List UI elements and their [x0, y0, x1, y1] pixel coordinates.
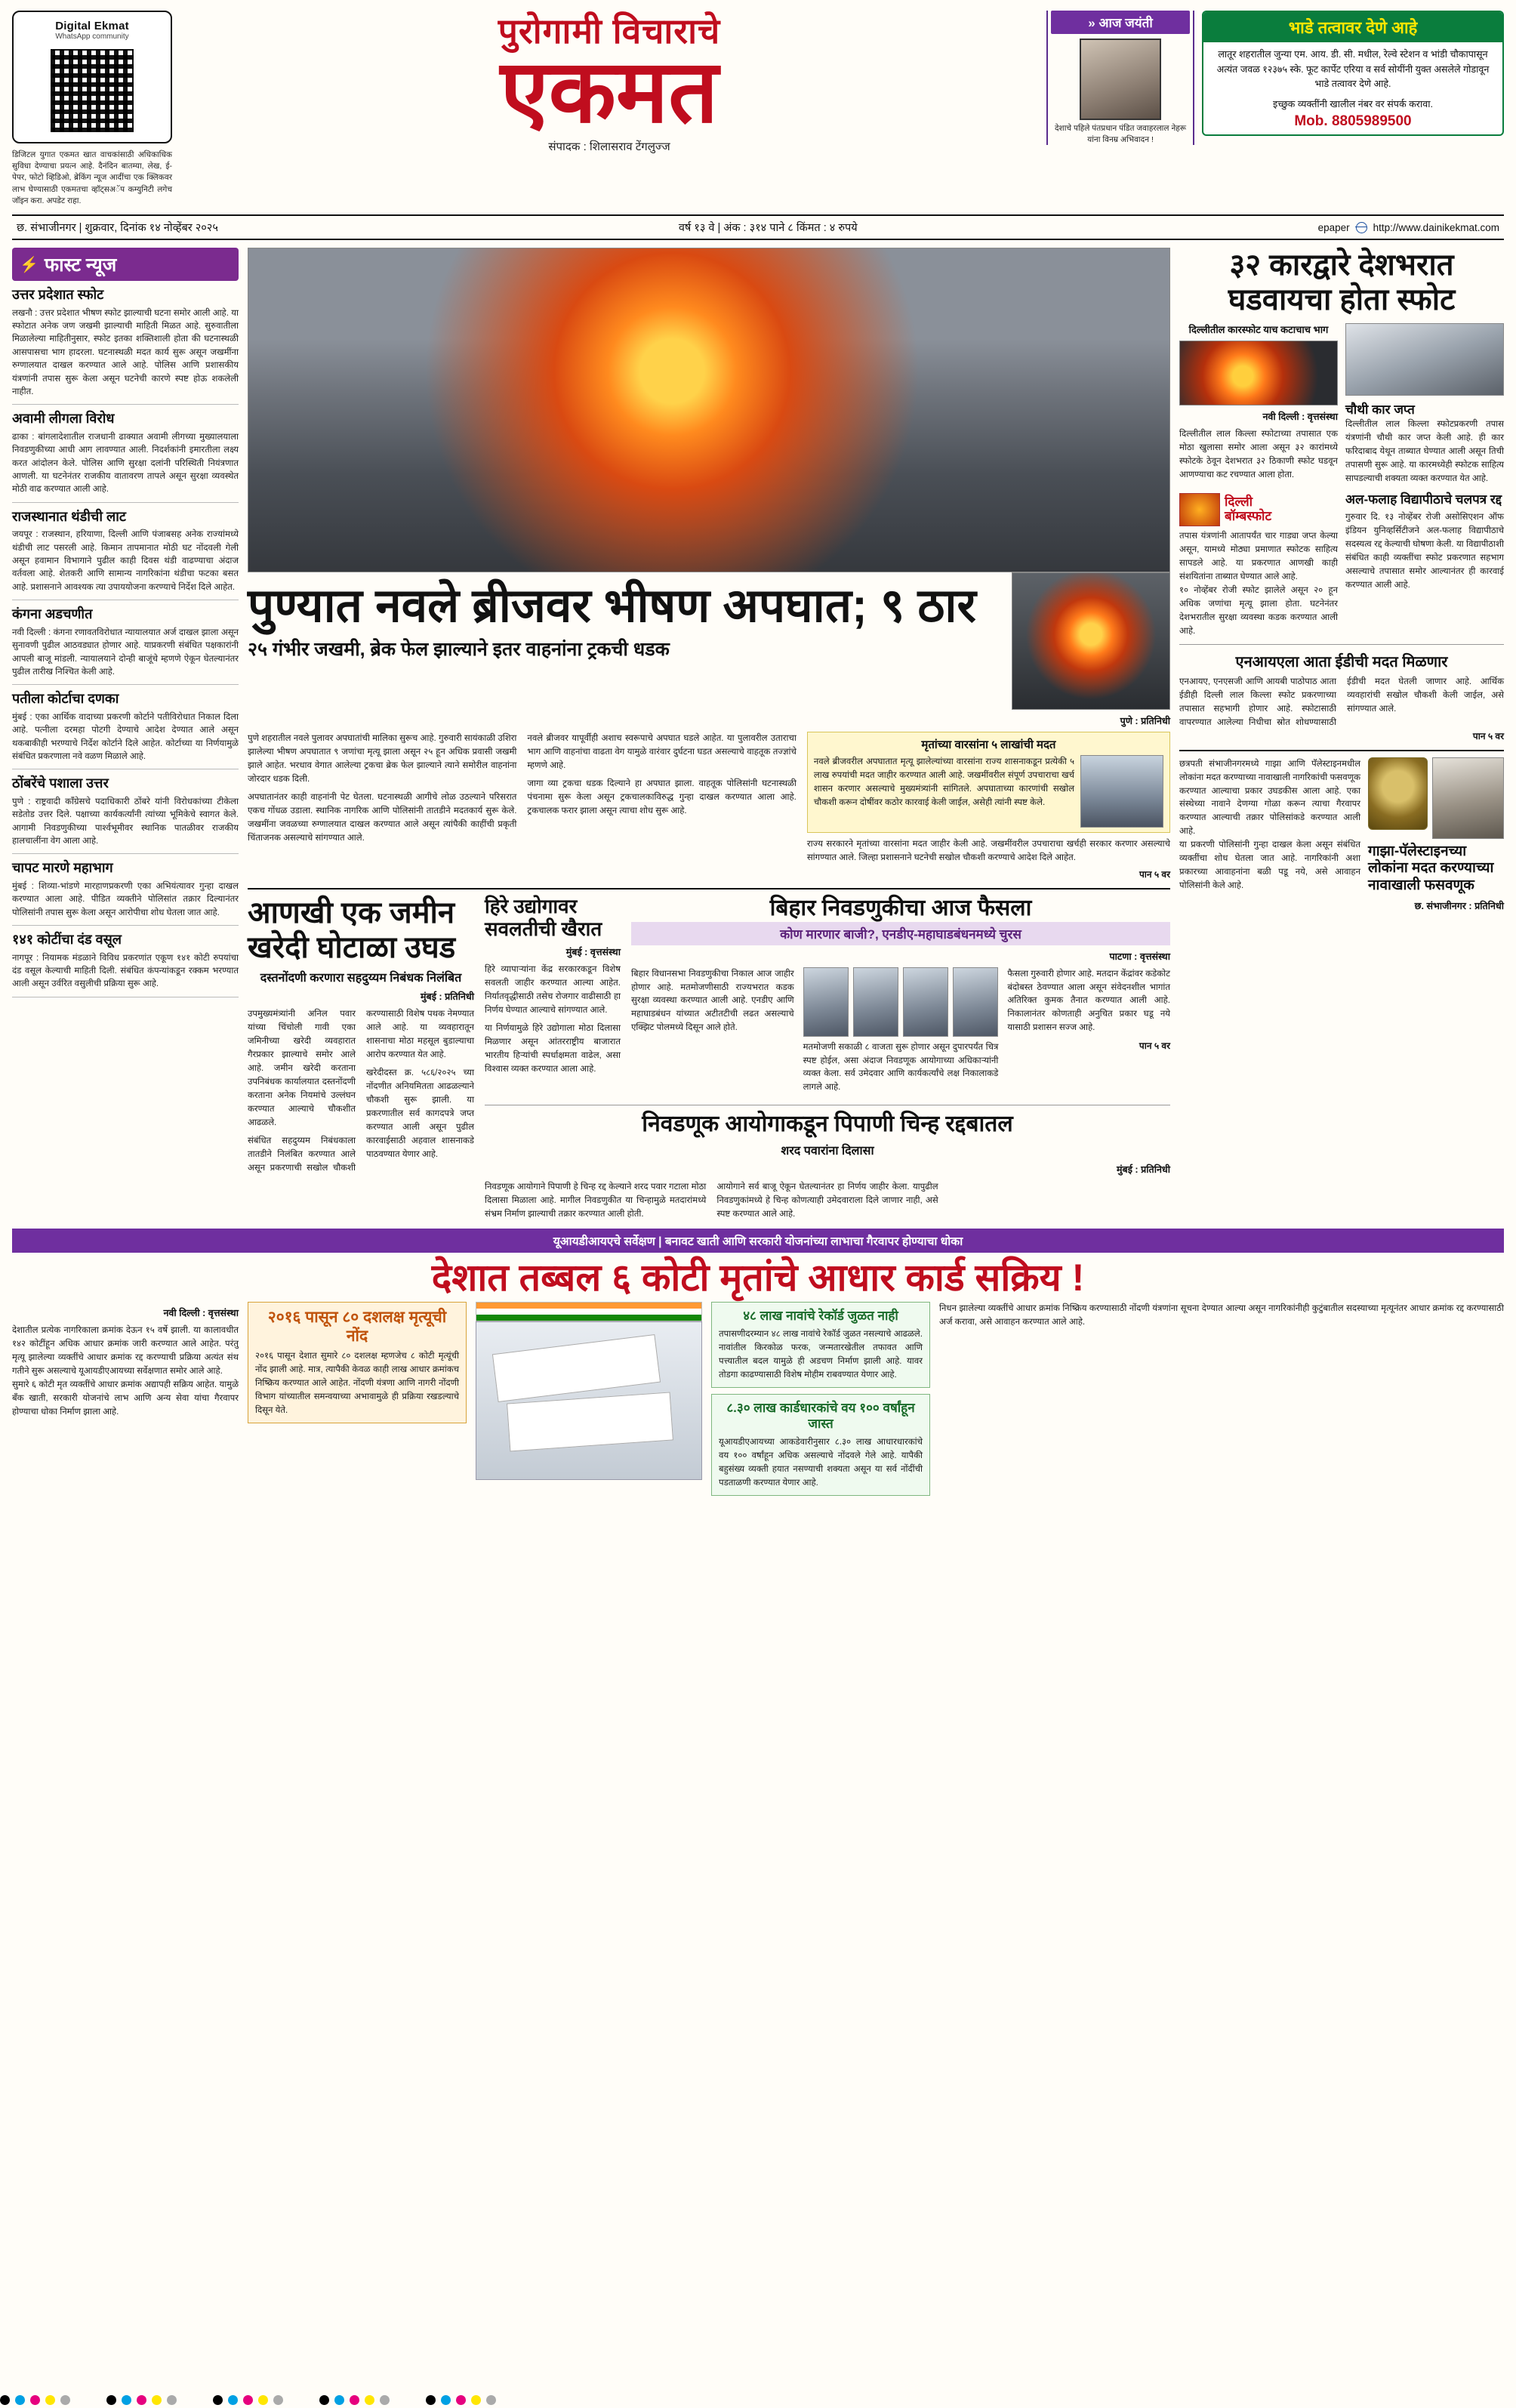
registration-dot — [15, 2395, 25, 2405]
registration-dot — [365, 2395, 374, 2405]
story-diamond-head: हिरे उद्योगावर सवलतीची खैरात — [485, 895, 602, 940]
fast-news-body-0: लखनौ : उत्तर प्रदेशात भीषण स्फोट झाल्याची घटना समोर आली आहे. या स्फोटात अनेक जण जखमी झाल्याची माहिती मिळत आहे. सुरुवातीला मिळालेल्या माहितीनुसार, स्फोट इतका शक्तिशाली होता की घटनास्थळी आसपासचा भाग हादरला. घटनास्थळी मदत कार्य सुरू असून जखमींना रुग्णालयात दाखल करण्यात आले आहे. पोलिस आणि प्रशासकीय यंत्रणांनी तपास सुरू केला असून घटनेची कारणे स्पष्ट होऊ शकलेली नाहीत. — [12, 307, 239, 396]
aadhaar-box-2-head: ४८ लाख नावांचे रेकॉर्ड जुळत नाही — [743, 1308, 898, 1323]
story-bihar-byline: पाटणा : वृत्तसंस्था — [1109, 951, 1170, 962]
para: या निर्णयामुळे हिरे उद्योगाला मोठा दिलासा मिळणार असून आंतरराष्ट्रीय बाजारात भारतीय हिऱ्यांची स्पर्धाक्षमता वाढेल, असा विश्वास व्यक्त करण्यात आला आहे. — [485, 1022, 621, 1074]
qr-title: Digital Ekmat — [55, 20, 129, 32]
list-item[interactable] — [12, 503, 239, 600]
story-bihar-body1 — [631, 967, 794, 1099]
para: निवडणूक आयोगाने पिपाणी हे चिन्ह रद्द केल्याने शरद पवार गटाला मोठा दिलासा मिळाला आहे. मागील निवडणुकीत या चिन्हामुळे मतदारांमध्ये संभ्रम निर्माण झाल्याची तक्रार करण्यात आली होती. — [485, 1181, 707, 1219]
lead-body-col1 — [248, 732, 516, 880]
main-column — [248, 248, 1170, 1221]
registration-dot — [441, 2395, 451, 2405]
ad-headline: भाडे तत्वावर देणे आहे — [1203, 12, 1502, 42]
leader-portrait-2 — [853, 967, 898, 1037]
epaper-label[interactable]: epaper — [1317, 221, 1350, 233]
story-land-scam — [248, 896, 474, 1221]
alfalah-body: गुरुवार दि. १३ नोव्हेंबर रोजी असोसिएशन ऑफ इंडियन युनिव्हर्सिटीजने अल-फलाह विद्यापीठाचे सदस्यत्व रद्द केल्याची घोषणा केली. या विद्यापीठाशी संबंधित काही व्यक्तींचा स्फोट प्रकरणात सहभाग असल्याचे तपासात समोर आल्यानंतर ही कारवाई करण्यात आली आहे. — [1345, 511, 1504, 590]
fast-news-title-7: १४१ कोटींचा दंड वसूल — [12, 932, 122, 948]
fast-news-title-4: पतीला कोर्टाचा दणका — [12, 691, 119, 707]
gaza-body-1: या प्रकरणी पोलिसांनी गुन्हा दाखल केला असून संबंधित व्यक्तींचा शोध घेतला जात आहे. नागरिकांनी अशा प्रकारच्या आवाहनांना बळी पडू नये, असे आवाहन पोलिसांनी केले आहे. — [1179, 840, 1360, 891]
ad-mobile: Mob. 8805989500 — [1294, 113, 1412, 129]
registration-dot — [456, 2395, 466, 2405]
story-bihar-jump[interactable]: पान ५ वर — [1139, 1041, 1170, 1052]
story-bihar-head: बिहार निवडणुकीचा आज फैसला — [769, 896, 1032, 921]
fast-news-body-1: ढाका : बांगलादेशातील राजधानी ढाक्यात अवामी लीगच्या मुख्यालयाला निवडणुकीच्या आधी आग लावण्यात आली. निदर्शकांनी इमारतीला लक्ष्य करत आंदोलन केले. पोलिस आणि सुरक्षा दलांनी परिस्थिती नियंत्रणात आणली. या घटनेनंतर राजकीय वातावरण तापले असून सुरक्षा व्यवस्थेत मोठी वाढ करण्यात आली आहे. — [12, 431, 239, 495]
qr-block — [12, 11, 172, 207]
edition-date: छ. संभाजीनगर | शुक्रवार, दिनांक १४ नोव्हेंबर २०२५ — [17, 222, 218, 235]
registration-dot — [471, 2395, 481, 2405]
fast-news-title-0: उत्तर प्रदेशात स्फोट — [12, 287, 104, 303]
story-bihar-band: कोण मारणार बाजी?, एनडीए-महाघाडबंधनमध्ये चुरस — [631, 922, 1170, 945]
qr-card[interactable] — [12, 11, 172, 143]
aadhaar-col-1 — [12, 1302, 239, 1497]
delhi-blast-icon — [1179, 493, 1220, 526]
nehru-portrait — [1080, 39, 1161, 120]
list-item[interactable] — [12, 854, 239, 926]
para: हिरे व्यापाऱ्यांना केंद्र सरकारकडून विशेष सवलती जाहीर करण्यात आल्या आहेत. निर्यातवृद्धीसाठी तसेच रोजगार वाढीसाठी हा निर्णय घेण्यात आल्याचे सांगण्यात आले. — [485, 964, 621, 1015]
color-registration-bar — [0, 2391, 1516, 2408]
story-bihar-body2 — [803, 1041, 999, 1095]
story-pipani-body — [485, 1180, 1170, 1221]
title-block — [180, 11, 1039, 154]
diamond-bihar-row — [485, 896, 1170, 1099]
nia-jump[interactable]: पान ५ वर — [1472, 730, 1504, 742]
dot-group — [426, 2395, 496, 2405]
dot-group — [213, 2395, 283, 2405]
story-diamond-body — [485, 963, 621, 1076]
aadhaar-headline: देशात तब्बल ६ कोटी मृतांचे आधार कार्ड सक्रिय ! — [431, 1256, 1085, 1299]
fast-news-title-3: कंगना अडचणीत — [12, 606, 93, 622]
anniversary-badge: » आज जयंती — [1051, 11, 1190, 34]
registration-dot — [426, 2395, 436, 2405]
aadhaar-body-2: निधन झालेल्या व्यक्तींचे आधार क्रमांक निष्क्रिय करण्यासाठी नोंदणी यंत्रणांना सूचना देण्यात आल्या असून नागरिकांनीही कुटुंबातील सदस्याच्या मृत्यूनंतर आधार क्रमांक रद्द करण्यासाठी अर्ज करावा, असे आवाहन करण्यात आले आहे. — [939, 1303, 1504, 1327]
registration-dot — [228, 2395, 238, 2405]
para: खरेदीदस्त क्र. ५८६/२०२५ च्या नोंदणीत अनियमितता आढळल्याने चौकशी सुरू झाली. या प्रकरणातील सर्व कागदपत्रे जप्त करण्यात आली असून पुढील कारवाईसाठी अहवाल शासनाकडे पाठवण्यात येणार आहे. — [366, 1067, 474, 1159]
story-diamond-byline: मुंबई : वृत्तसंस्था — [565, 946, 621, 957]
help-box-body: नवले ब्रीजवरील अपघातात मृत्यू झालेल्यांच्या वारसांना राज्य शासनाकडून प्रत्येकी ५ लाख रुपयांची मदत जाहीर करण्यात आली आहे. जखमींवरील संपूर्ण उपचाराचा खर्च शासन करणार असल्याचे मुख्यमंत्र्यांनी सांगितले. अपघाताच्या कारणांची सखोल चौकशी करून दोषींवर कठोर कारवाई केली जाईल, असेही त्यांनी स्पष्ट केले. — [813, 757, 1075, 807]
blast-byline: नवी दिल्ली : वृत्तसंस्था — [1262, 411, 1338, 422]
divider — [1179, 750, 1504, 751]
registration-dot — [258, 2395, 268, 2405]
para: बिहार विधानसभा निवडणुकीचा निकाल आज जाहीर होणार आहे. मतमोजणीसाठी राज्यभरात कडक सुरक्षा व्यवस्था करण्यात आली आहे. एनडीए आणि महाघाडबंधन यांच्यात अटीतटीची लढत असल्याचे एक्झिट पोलमध्ये दिसून आले होते. — [631, 968, 794, 1033]
nia-body: एनआयए, एनएसजी आणि आयबी पाठोपाठ आता ईडीही दिल्ली लाल किल्ला स्फोट प्रकरणाच्या तपासात सहभागी होणार आहे. स्फोटासाठी वापरण्यात आलेल्या निधीचा स्रोत शोधण्यासाठी ईडीची मदत घेतली जाणार आहे. आर्थिक व्यवहारांची सखोल चौकशी केली जाईल, असे सांगण्यात आले. — [1179, 676, 1504, 727]
aadhaar-photo-col — [476, 1302, 702, 1497]
masthead-title: एकमत — [500, 42, 719, 140]
aadhaar-box-1 — [248, 1302, 467, 1423]
aadhaar-byline: नवी दिल्ली : वृत्तसंस्था — [163, 1307, 239, 1318]
divider — [248, 888, 1170, 890]
aadhaar-box1-col — [248, 1302, 467, 1497]
gaza-story — [1179, 757, 1504, 917]
right-column — [1179, 248, 1504, 1221]
registration-dot — [137, 2395, 146, 2405]
lead-jump[interactable]: पान ५ वर — [1139, 869, 1171, 880]
info-bar — [12, 214, 1504, 240]
registration-dot — [486, 2395, 496, 2405]
gaza-head: गाझा-पॅलेस्टाइनच्या लोकांना मदत करण्याच्या नावाखाली फसवणूक — [1368, 843, 1494, 894]
story-bihar-photos — [803, 967, 999, 1099]
bolt-icon: ⚡ — [20, 256, 39, 273]
registration-dot — [122, 2395, 131, 2405]
lead-secondary-photo — [1012, 572, 1170, 710]
cm-portrait — [1080, 755, 1163, 828]
blast-scene-photo — [1179, 341, 1338, 405]
fast-news-title-2: राजस्थानात थंडीची लाट — [12, 508, 126, 524]
lead-para-0: पुणे शहरातील नवले पुलावर अपघातांची मालिका सुरूच आहे. गुरुवारी सायंकाळी उशिरा झालेल्या भीषण अपघातात ९ जणांचा मृत्यू झाला असून २५ हून अधिक प्रवासी जखमी झाले आहेत. भरधाव वेगात आलेल्या ट्रकचा ब्रेक फेल झाल्याने त्याने समोरील वाहनांना जोरदार धडक दिली. — [248, 733, 517, 784]
list-item[interactable] — [12, 600, 239, 685]
nia-head: एनआयएला आता ईडीची मदत मिळणार — [1235, 653, 1448, 671]
qr-code-icon[interactable] — [47, 45, 137, 136]
fast-news-body-4: मुंबई : एका आर्थिक वादाच्या प्रकरणी कोर्टाने पतीविरोधात निकाल दिला आहे. पत्नीला दरमहा पोटगी देण्याचे आदेश देण्यात आले असून थकबाकीही भरण्याचे निर्देश कोर्टाने दिले आहेत. कोर्टाच्या या निर्णयामुळे संबंधित प्रकरणाला नवे वळण मिळाले आहे. — [12, 711, 239, 761]
aadhaar-box-1-head: २०१६ पासून ८० दशलक्ष मृत्यूची नोंद — [267, 1308, 447, 1345]
mid-stories-row — [248, 896, 1170, 1221]
aadhaar-box-1-body: २०१६ पासून देशात सुमारे ८० दशलक्ष म्हणजेच ८ कोटी मृत्यूंची नोंद झाली आहे. मात्र, त्यापैकी केवळ काही लाख आधार क्रमांकच निष्क्रिय करण्यात आले आहेत. नोंदणी यंत्रणा आणि नागरी नोंदणी विभाग यांच्यातील समन्वयाच्या अभावामुळे ही प्रक्रिया रखडल्याचे दिसून येते. — [255, 1351, 459, 1416]
registration-dot — [319, 2395, 329, 2405]
story-diamond — [485, 896, 621, 1099]
qr-note: डिजिटल युगात एकमत खात वाचकांसाठी अधिकाधिक सुविधा देण्याचा प्रयत्न आहे. दैनंदिन बातम्या, लेख, ई-पेपर, फोटो व्हिडिओ, ब्रेकिंग न्यूज आदींचा एक क्लिकवर लाभ घेण्यासाठी एकमतचा व्हॉट्सअॅप कम्युनिटी लगेच जॉइन करा. अपडेट राहा. — [12, 150, 172, 205]
blast-photo-row — [1179, 323, 1504, 486]
dot-group — [0, 2395, 70, 2405]
alfalah-head: अल-फलाह विद्यापीठाचे चलपत्र रद्द — [1345, 492, 1502, 507]
anniversary-block — [1046, 11, 1194, 145]
fast-news-body-7: नागपूर : नियामक मंडळाने विविध प्रकरणांत एकूण १४१ कोटी रुपयांचा दंड वसूल केल्याची माहिती दिली. संबंधित कंपन्यांकडून रक्कम भरण्यात आली असून उर्वरित वसुलीची प्रक्रिया सुरू आहे. — [12, 952, 239, 989]
gaza-body-0: छत्रपती संभाजीनगरमध्ये गाझा आणि पॅलेस्टाइनमधील लोकांना मदत करण्याच्या नावाखाली नागरिकांची फसवणूक करण्यात आल्याचा प्रकार उघडकीस आला आहे. एका संस्थेच्या नावाने देणग्या गोळा करून त्याचा गैरवापर करण्यात आल्याची तक्रार पोलिसांकडे करण्यात आली आहे. — [1179, 758, 1360, 837]
lead-byline: पुणे : प्रतिनिधी — [1120, 716, 1170, 727]
story-land-scam-sub: दस्तनोंदणी करणारा सहदुय्यम निबंधक निलंबित — [260, 972, 462, 985]
issue-details: वर्ष १३ वे | अंक : ३१४ पाने ८ किंमत : ४ रुपये — [678, 222, 858, 235]
fast-news-header — [12, 248, 239, 281]
ad-body: लातूर शहरातील जुन्या एम. आय. डी. सी. मधील, रेल्वे स्टेशन व भांडी चौकापासून अत्यंत जवळ १२३७५ स्के. फूट कार्पेट एरिया व सर्व सोयींनी युक्त असलेले गोडावून भाडे तत्वावर देणे आहे. — [1216, 49, 1490, 90]
story-pipani-head: निवडणूक आयोगाकडून पिपाणी चिन्ह रद्दबातल — [642, 1112, 1013, 1137]
epaper-links[interactable] — [1318, 222, 1499, 233]
story-pipani-sub: शरद पवारांना दिलासा — [781, 1144, 874, 1158]
divider — [1179, 644, 1504, 645]
masthead-tagline: पुरोगामी विचाराचे — [498, 11, 721, 51]
registration-dot — [152, 2395, 162, 2405]
fast-news-body-3: नवी दिल्ली : कंगना रणावतविरोधात न्यायालयात अर्ज दाखल झाला असून सुनावणी पुढील आठवड्यात होणार आहे. याप्रकरणी संबंधित पक्षकारांनी आपली बाजू मांडली. न्यायालयाने दोन्ही बाजूंचे म्हणणे ऐकून घेतल्यानंतर पुढील तारीख निश्चित केली आहे. — [12, 627, 239, 677]
aadhaar-col-last — [939, 1302, 1504, 1497]
fast-news-body-2: जयपूर : राजस्थान, हरियाणा, दिल्ली आणि पंजाबसह अनेक राज्यांमध्ये थंडीची लाट पसरली आहे. किमान तापमानात मोठी घट नोंदवली गेली असून हवामान विभागाने पुढील काही दिवस थंडी वाढण्याचा अंदाज वर्तवला आहे. शेतकरी आणि सामान्य नागरिकांना थंडीचा फटका बसत आहे. प्रशासनाने आवश्यक त्या उपाययोजना करण्याचे निर्देश दिले आहेत. — [12, 529, 239, 592]
fast-news-body-6: मुंबई : शिव्या-भांडणे मारहाणप्रकरणी एका अभियंत्यावर गुन्हा दाखल करण्यात आला आहे. पीडित व्यक्तीने पोलिसांत तक्रार दिल्यानंतर पोलिसांनी तपास सुरू केला असून आरोपीचा शोध घेतला जात आहे. — [12, 880, 239, 917]
aadhaar-box-3 — [711, 1394, 930, 1496]
registration-dot — [167, 2395, 177, 2405]
fast-news-title-1: अवामी लीगला विरोध — [12, 411, 115, 427]
story-bihar-body3 — [1007, 967, 1170, 1035]
para: फैसला गुरुवारी होणार आहे. मतदान केंद्रांवर कडेकोट बंदोबस्त ठेवण्यात आला असून संवेदनशील भागांत अतिरिक्त कुमक तैनात करण्यात आली आहे. निकालानंतर कोणताही अनुचित प्रकार घडू नये यासाठी प्रशासन सज्ज आहे. — [1007, 968, 1170, 1033]
story-land-scam-head: आणखी एक जमीन खरेदी घोटाळा उघड — [248, 896, 456, 965]
leader-portraits — [803, 967, 999, 1037]
blast-body-0: दिल्लीतील लाल किल्ला स्फोटाच्या तपासात एक मोठा खुलासा समोर आला असून ३२ कारांमध्ये स्फोटके ठेवून देशभरात ३२ ठिकाणी स्फोट घडवून आणण्याचा कट रचण्यात आला होता. — [1179, 428, 1338, 479]
aadhaar-section — [12, 1229, 1504, 1497]
globe-icon — [1356, 222, 1367, 233]
leader-portrait-1 — [803, 967, 849, 1037]
page-grid — [12, 248, 1504, 1221]
lead-photo — [248, 248, 1170, 572]
help-box — [807, 732, 1170, 833]
registration-dot — [273, 2395, 283, 2405]
registration-dot — [60, 2395, 70, 2405]
list-item[interactable] — [12, 281, 239, 405]
registration-dot — [45, 2395, 55, 2405]
leader-portrait-4 — [953, 967, 998, 1037]
fast-news-body-5: पुणे : राष्ट्रवादी काँग्रेसचे पदाधिकारी ठोंबरे यांनी विरोधकांच्या टीकेला सडेतोड उत्तर दिले. पक्षाच्या कार्यकर्त्यांनी त्यांच्या भूमिकेचे स्वागत केले. आगामी निवडणुकीच्या पार्श्वभूमीवर स्थानिक पातळीवर राजकीय हालचालींना वेग आला आहे. — [12, 796, 239, 846]
lead-body-row — [248, 732, 1170, 880]
story-land-scam-body — [248, 1007, 474, 1175]
story-pipani — [485, 1112, 1170, 1220]
masthead — [12, 11, 1504, 207]
list-item[interactable] — [12, 685, 239, 769]
blast-head: ३२ कारद्वारे देशभरात घडवायचा होता स्फोट — [1228, 248, 1456, 317]
accused-portrait — [1432, 757, 1504, 839]
registration-dot — [213, 2395, 223, 2405]
aadhaar-band: यूआयडीआयएचे सर्वेक्षण | बनावट खाती आणि सरकारी योजनांच्या लाभाचा गैरवापर होण्याचा धोका — [12, 1229, 1504, 1253]
car-head: चौथी कार जप्त — [1345, 402, 1415, 418]
editor-line: संपादक : शिलासराव टेंगलुज्ज — [548, 140, 670, 154]
ad-footer: इच्छुक व्यक्तींनी खालील नंबर वर संपर्क करावा. — [1273, 98, 1433, 109]
blast-body-2: १० नोव्हेंबर रोजी स्फोट झालेले असून २० हून अधिक जणांचा मृत्यू झाला होता. घटनेनंतर देशभरातील सुरक्षा व्यवस्था कडक करण्यात आली आहे. — [1179, 584, 1338, 636]
police-emblem-icon — [1368, 757, 1428, 830]
aadhaar-box-3-head: ८.३० लाख कार्डधारकांचे वय १०० वर्षांहून जास्त — [726, 1400, 915, 1432]
aadhaar-body-1: सुमारे ६ कोटी मृत व्यक्तींचे आधार क्रमांक अद्यापही सक्रिय आहेत. यामुळे बँक खाती, सरकारी योजनांचे लाभ आणि अन्य सेवा यांचा गैरवापर होण्याचा धोका निर्माण झाला आहे. — [12, 1379, 239, 1417]
aadhaar-box-2 — [711, 1302, 930, 1388]
lead-para-3: जागा व्या ट्रकचा धडक दिल्याने हा अपघात झाला. वाहतूक पोलिसांनी घटनास्थळी पंचनामा सुरू केला असून ट्रकचालकाविरुद्ध गुन्हा दाखल करण्यात आला आहे. ट्रकचालक फरार झाला असून त्याचा शोध सुरू आहे. — [527, 779, 797, 816]
registration-dot — [30, 2395, 40, 2405]
car-photo — [1345, 323, 1504, 396]
website-url[interactable]: http://www.dainikekmat.com — [1373, 221, 1499, 233]
fast-news-column — [12, 248, 239, 1221]
lead-para-2: नवले ब्रीजवर यापूर्वीही अशाच स्वरूपाचे अपघात घडले आहेत. या पुलावरील उताराचा भाग आणि वाहनांचा वाढता वेग यामुळे वारंवार दुर्घटना घडत असल्याचे वाहतूक तज्ज्ञांचे म्हणणे आहे. — [527, 733, 797, 771]
aadhaar-box-2-body: तपासणीदरम्यान ४८ लाख नावांचे रेकॉर्ड जुळत नसल्याचे आढळले. नावांतील किरकोळ फरक, जन्मतारखेतील तफावत आणि पत्त्यातील बदल यामुळे ही अडचण निर्माण झाली आहे. यावर तोडगा काढण्यासाठी विशेष मोहीम राबवण्यात येणार आहे. — [719, 1329, 923, 1380]
story-bihar — [631, 896, 1170, 1099]
lead-subheadline: २५ गंभीर जखमी, ब्रेक फेल झाल्याने इतर वाहनांना ट्रकची धडक — [248, 638, 670, 660]
dot-group — [319, 2395, 390, 2405]
lead-headline: पुण्यात नवले ब्रीजवर भीषण अपघात; ९ ठार — [248, 580, 976, 633]
story-stack — [485, 896, 1170, 1221]
aadhaar-cards-photo — [476, 1321, 702, 1480]
registration-dot — [243, 2395, 253, 2405]
registration-dot — [380, 2395, 390, 2405]
para: आयोगाने सर्व बाजू ऐकून घेतल्यानंतर हा निर्णय जाहीर केला. यापुढील निवडणुकांमध्ये हे चिन्ह कोणत्याही उमेदवाराला दिले जाणार नाही, असे स्पष्ट करण्यात आले आहे. — [716, 1181, 938, 1219]
classified-ad — [1202, 11, 1504, 136]
blast-body-1: तपास यंत्रणांनी आतापर्यंत चार गाड्या जप्त केल्या असून, यामध्ये मोठ्या प्रमाणात स्फोटक साहित्य सापडले आहे. या प्रकरणात आणखी काही संशयितांना ताब्यात घेण्यात आले आहे. — [1179, 530, 1338, 581]
delhi-blast-label: दिल्ली बॉम्बस्फोट — [1225, 495, 1272, 523]
para: उपमुख्यमंत्र्यांनी अनिल पवार यांच्या चिंचोली गावी एका जमिनीच्या खरेदी व्यवहारात गैरप्रकार झाल्याचे समोर आले आहे. जमीन खरेदी करताना उपनिबंधक कार्यालयात दस्तनोंदणी करताना अनेक नियमांचे उल्लंघन करण्यात आल्याचे चौकशीत आढळले. — [248, 1009, 356, 1127]
help-box-head: मृतांच्या वारसांना ५ लाखांची मदत — [921, 738, 1056, 752]
anniversary-caption: देशाचे पहिले पंतप्रधान पंडित जवाहरलाल नेहरू यांना विनम्र अभिवादन ! — [1054, 124, 1187, 144]
gaza-byline: छ. संभाजीनगर : प्रतिनिधी — [1414, 900, 1504, 911]
list-item[interactable] — [12, 405, 239, 502]
registration-dot — [350, 2395, 359, 2405]
blast-caption: दिल्लीतील कारस्फोट याच कटाचाच भाग — [1188, 324, 1329, 336]
registration-dot — [334, 2395, 344, 2405]
tricolor-band — [476, 1302, 702, 1321]
para: संबंधित सहदुय्यम निबंधकाला तातडीने निलंबित करण्यात आले असून प्रकरणाची सखोल चौकशी करण्यासाठी विशेष पथक नेमण्यात आले आहे. या व्यवहारातून शासनाचा मोठा महसूल बुडाल्याचा आरोप करण्यात येत आहे. — [248, 1009, 474, 1173]
fast-news-title-6: चापट मारणे महाभाग — [12, 860, 113, 876]
aadhaar-body-0: देशातील प्रत्येक नागरिकाला क्रमांक देऊन १५ वर्षे झाली. या कालावधीत १४२ कोटींहून अधिक आधार क्रमांक जारी करण्यात आले आहेत. परंतु मृत्यू झालेल्या व्यक्तींचे आधार क्रमांक रद्द करण्याची प्रक्रिया अत्यंत संथ गतीने सुरू असल्याचे यूआयडीएआयच्या सर्वेक्षणात समोर आले आहे. — [12, 1324, 239, 1376]
fast-news-title: फास्ट न्यूज — [44, 254, 117, 276]
car-body: दिल्लीतील लाल किल्ला स्फोटप्रकरणी तपास यंत्रणांनी चौथी कार जप्त केली आहे. ही कार फरिदाबाद येथून ताब्यात घेण्यात आली असून तिची तपासणी सुरू आहे. या कारमध्येही स्फोटक साहित्य सापडल्याची शक्यता व्यक्त करण्यात येत आहे. — [1345, 419, 1504, 483]
nia-story — [1179, 651, 1504, 742]
story-bihar-body3-col — [1007, 967, 1170, 1099]
registration-dot — [0, 2395, 10, 2405]
para: मतमोजणी सकाळी ८ वाजता सुरू होणार असून दुपारपर्यंत चित्र स्पष्ट होईल, असा अंदाज निवडणूक आयोगाच्या अधिकाऱ्यांनी व्यक्त केला. सर्व उमेदवार आणि कार्यकर्त्यांचे लक्ष निकालाकडे लागले आहे. — [803, 1041, 999, 1093]
lead-body-col2 — [527, 732, 796, 880]
leader-portrait-3 — [903, 967, 948, 1037]
registration-dot — [106, 2395, 116, 2405]
aadhaar-box2-col — [711, 1302, 930, 1497]
blast-body-row — [1179, 490, 1504, 638]
lead-helpbox-col — [807, 732, 1170, 880]
aadhaar-row — [12, 1302, 1504, 1497]
lead-para-1: अपघातानंतर काही वाहनांनी पेट घेतला. घटनास्थळी आगीचे लोळ उठल्याने परिसरात एकच गोंधळ उडाला. स्थानिक नागरिक आणि पोलिसांनी तातडीने मदतकार्य सुरू केले. जखमींना जवळच्या रुग्णालयात दाखल करण्यात आले असून त्यांपैकी काहींची प्रकृती चिंताजनक असल्याचे सांगण्यात आले. — [248, 791, 517, 843]
aadhaar-box-3-body: यूआयडीएआयच्या आकडेवारीनुसार ८.३० लाख आधारधारकांचे वय १०० वर्षांहून अधिक असल्याचे नोंदवले गेले आहे. यापैकी बहुसंख्य व्यक्ती हयात नसण्याची शक्यता असून या सर्व नोंदींची पडताळणी करण्यात येणार आहे. — [719, 1437, 923, 1488]
list-item[interactable] — [12, 926, 239, 997]
story-pipani-byline: मुंबई : प्रतिनिधी — [1117, 1164, 1170, 1175]
dot-group — [106, 2395, 177, 2405]
story-land-scam-byline: मुंबई : प्रतिनिधी — [421, 991, 474, 1003]
lead-para-4: राज्य सरकारने मृतांच्या वारसांना मदत जाहीर केली आहे. जखमींवरील उपचाराचा खर्चही सरकार करणार असल्याचे सांगण्यात आले. जिल्हा प्रशासनाने घटनेची सखोल चौकशी करण्याचे आदेश दिले आहेत. — [806, 839, 1171, 863]
lead-headline-row — [248, 572, 1170, 710]
list-item[interactable] — [12, 769, 239, 854]
fast-news-title-5: ठोंबरेंचे पशाला उत्तर — [12, 775, 109, 791]
qr-subtitle: WhatsApp community — [55, 32, 129, 41]
